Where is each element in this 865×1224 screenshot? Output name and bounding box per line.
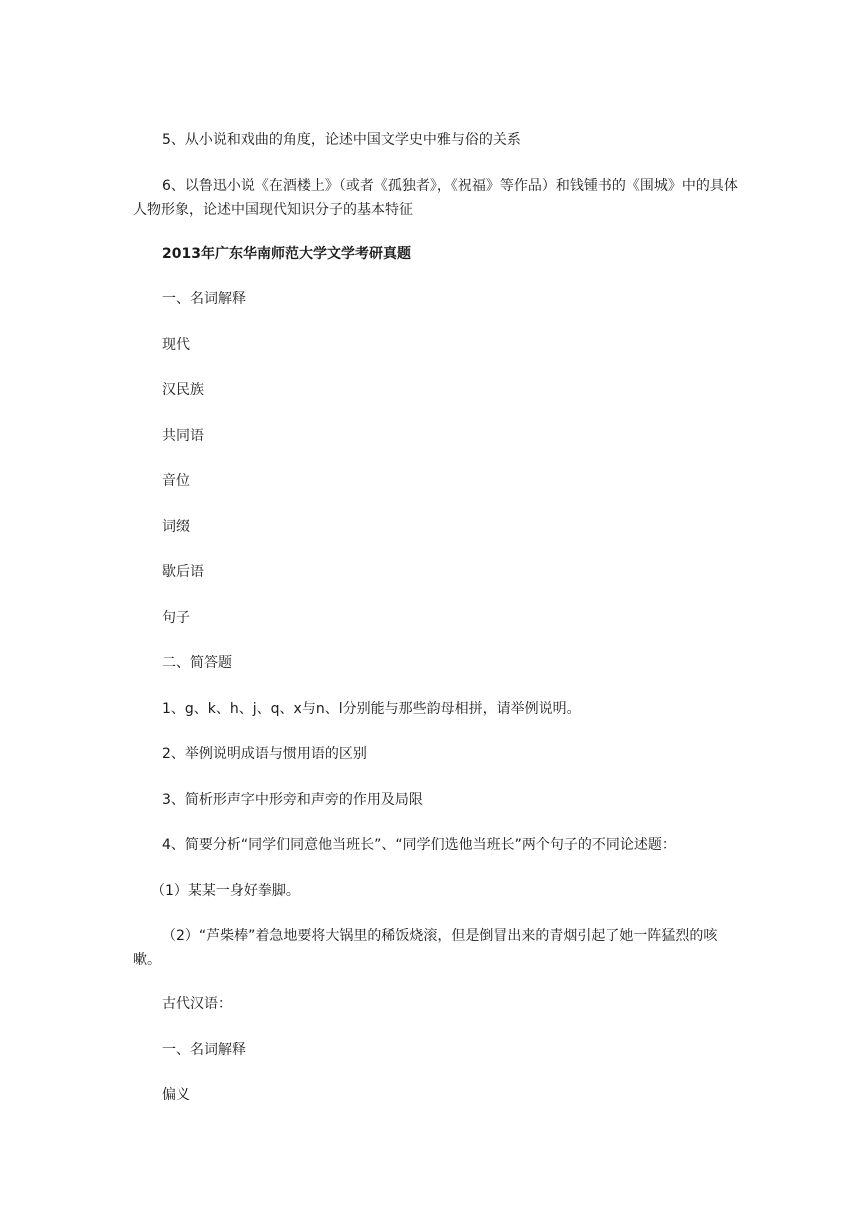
term-item: 偏义 xyxy=(162,1087,190,1103)
sub-item-2: （2）“芦柴棒”着急地要将大锅里的稀饭烧滚，但是倒冒出来的青烟引起了她一阵猛烈的咳嗽。 xyxy=(133,928,718,968)
term-item: 音位 xyxy=(162,473,190,489)
term-item: 汉民族 xyxy=(162,382,204,398)
part-heading-term-explanation: 一、名词解释 xyxy=(162,291,246,307)
short-answer-question-4: 4、简要分析“同学们同意他当班长”、“同学们选他当班长”两个句子的不同论述题： xyxy=(162,837,676,853)
term-item: 现代 xyxy=(162,337,190,353)
term-item: 词缀 xyxy=(162,519,190,535)
part-heading-classical-chinese: 古代汉语： xyxy=(162,996,232,1012)
section-heading: 2013年广东华南师范大学文学考研真题 xyxy=(162,246,411,262)
sub-item-1: （1）某某一身好拳脚。 xyxy=(151,883,300,899)
essay-question-5: 5、从小说和戏曲的角度，论述中国文学史中雅与俗的关系 xyxy=(162,132,521,148)
part-heading-short-answer: 二、简答题 xyxy=(162,655,232,671)
short-answer-question-1: 1、g、k、h、j、q、x与n、l分别能与那些韵母相拼，请举例说明。 xyxy=(162,701,581,717)
part-heading-term-explanation: 一、名词解释 xyxy=(162,1042,246,1058)
short-answer-question-3: 3、简析形声字中形旁和声旁的作用及局限 xyxy=(162,792,423,808)
short-answer-question-2: 2、举例说明成语与惯用语的区别 xyxy=(162,746,367,762)
essay-question-6: 6、以鲁迅小说《在酒楼上》（或者《孤独者》，《祝福》等作品）和钱锺书的《围城》中的具体人物形象，论述中国现代知识分子的基本特征 xyxy=(133,178,738,218)
term-item: 歇后语 xyxy=(162,564,204,580)
term-item: 共同语 xyxy=(162,428,204,444)
term-item: 句子 xyxy=(162,610,190,626)
